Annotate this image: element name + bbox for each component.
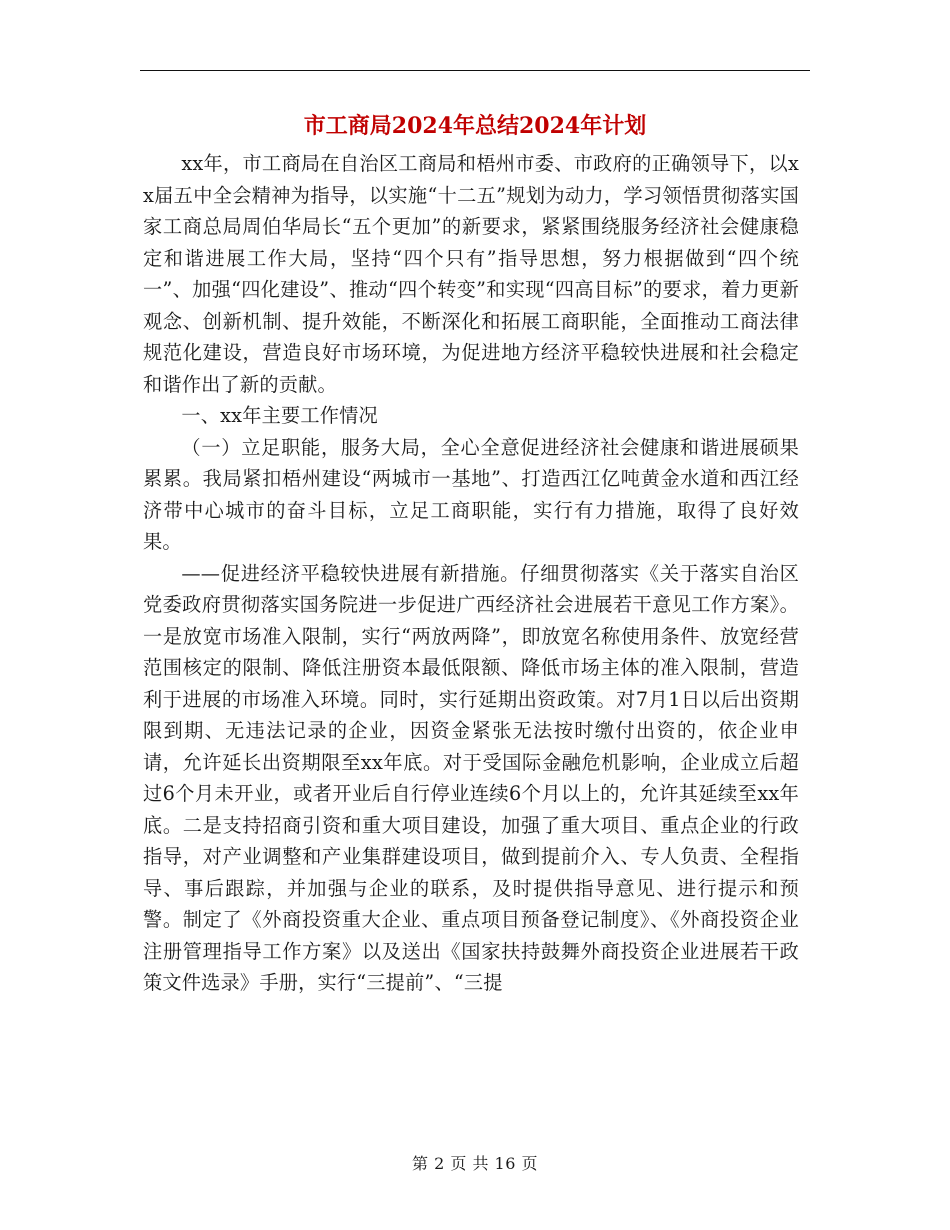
header-rule [140, 70, 810, 71]
page-number-footer: 第 2 页 共 16 页 [412, 1154, 538, 1173]
paragraph-measures: ——促进经济平稳较快进展有新措施。仔细贯彻落实《关于落实自治区党委政府贯彻落实国务院进一步促进广西经济社会进展若干意见工作方案》。一是放宽市场准入限制，实行“两放两降”，即放宽名称使用条件、放宽经营范围核定的限制、降低注册资本最低限额、降低市场主体的准入限制，营造利于进展的市场准入环境。同时，实行延期出资政策。对7月1日以后出资期限到期、无违法记录的企业，因资金紧张无法按时缴付出资的，依企业申请，允许延长出资期限至xx年底。对于受国际金融危机影响，企业成立后超过6个月未开业，或者开业后自行停业连续6个月以上的，允许其延续至xx年底。二是支持招商引资和重大项目建设，加强了重大项目、重点企业的行政指导，对产业调整和产业集群建设项目，做到提前介入、专人负责、全程指导、事后跟踪，并加强与企业的联系，及时提供指导意见、进行提示和预警。制定了《外商投资重大企业、重点项目预备登记制度》、《外商投资企业注册管理指导工作方案》以及送出《国家扶持鼓舞外商投资企业进展若干政策文件选录》手册，实行“三提前”、“三提 [143, 561, 799, 994]
section-heading: 一、xx年主要工作情况 [181, 404, 378, 427]
paragraph-subsection-1: （一）立足职能，服务大局，全心全意促进经济社会健康和谐进展硕果累累。我局紧扣梧州建设“两城市一基地”、打造西江亿吨黄金水道和西江经济带中心城市的奋斗目标，立足工商职能，实行有力措施，取得了良好效果。 [143, 435, 799, 553]
paragraph-intro: xx年，市工商局在自治区工商局和梧州市委、市政府的正确领导下，以xx届五中全会精神为指导，以实施“十二五”规划为动力，学习领悟贯彻落实国家工商总局周伯华局长“五个更加”的新要求，紧紧围绕服务经济社会健康稳定和谐进展工作大局，坚持“四个只有”指导思想，努力根据做到“四个统一”、加强“四化建设”、推动“四个转变”和实现“四高目标”的要求，着力更新观念、创新机制、提升效能，不断深化和拓展工商职能，全面推动工商法律规范化建设，营造良好市场环境，为促进地方经济平稳较快进展和社会稳定和谐作出了新的贡献。 [143, 152, 799, 396]
document-title: 市工商局2024年总结2024年计划 [303, 113, 647, 139]
document-body [143, 148, 799, 999]
